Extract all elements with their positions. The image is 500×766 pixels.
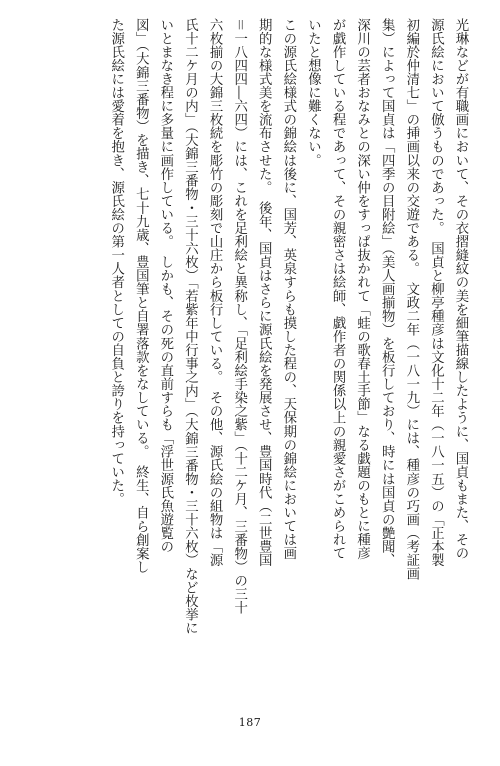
vertical-text-body: [108, 18, 472, 658]
text-line: 六枚揃の大錦三枚続を彫竹の彫刻で山庄から板行している。 その他、源氏絵の組物は「源: [207, 18, 223, 567]
text-line: 集）によって国貞は「四季の目附絵」（美人画揃物）を板行しており、時には国貞の艶聞、: [379, 18, 395, 567]
text-line: 源氏絵において倣うものであった。 国貞と柳亭種彦は文化十二年（一八一五）の「正本製: [428, 18, 444, 567]
text-line: 深川の芸者おなみとの深い仲をすっぱ抜かれて「蛙の歌春土手節」なる戯題のもとに種彦: [354, 18, 370, 560]
text-line: 期的な様式美を流布させた。 後年、国貞はさらに源氏絵を発展させ、豊国時代（二世豊国: [256, 18, 272, 567]
text-line: た源氏絵には愛着を抱き、源氏絵の第一人者としての自負と誇りを持っていた。: [108, 18, 124, 506]
text-line: 初編於仲清七」の挿画以来の交遊である。 文政二年（一八一九）には、種彦の巧画（考証画: [403, 18, 419, 581]
text-line: 光琳などが有職画において、その衣摺縫紋の美を細筆描線したように、国貞もまた、その: [453, 18, 468, 560]
text-line: いとまなき程に多量に画作している。 しかも、その死の直前すらも「浮世源氏魚遊覧の: [157, 18, 173, 554]
text-line: いたと想像に難くない。: [305, 18, 321, 168]
text-line: 氏十二ケ月の内」（大錦三番物・三十六枚）「若紫年中行事之内」（大錦三番物・三十六枚）など枚挙に: [182, 18, 198, 635]
text-line: 図」（大錦三番物）を描き、七十九歳、豊国筆と自署落款をなしている。 終生、自ら創案し: [133, 18, 149, 574]
page-number: 187: [238, 716, 262, 729]
text-line: が戯作している程であって、その親密さは絵師、戯作者の関係以上の親愛さがこめられて: [330, 18, 346, 560]
text-line: ＝一八四四―六四）には、これを足利絵と異称し、「足利絵手染之紫」（十二ケ月、三番物）の三十: [231, 18, 247, 615]
text-line: この源氏絵様式の錦絵は後に、国芳、英泉すらも摸した程の、天保期の錦絵においては画: [280, 18, 296, 560]
